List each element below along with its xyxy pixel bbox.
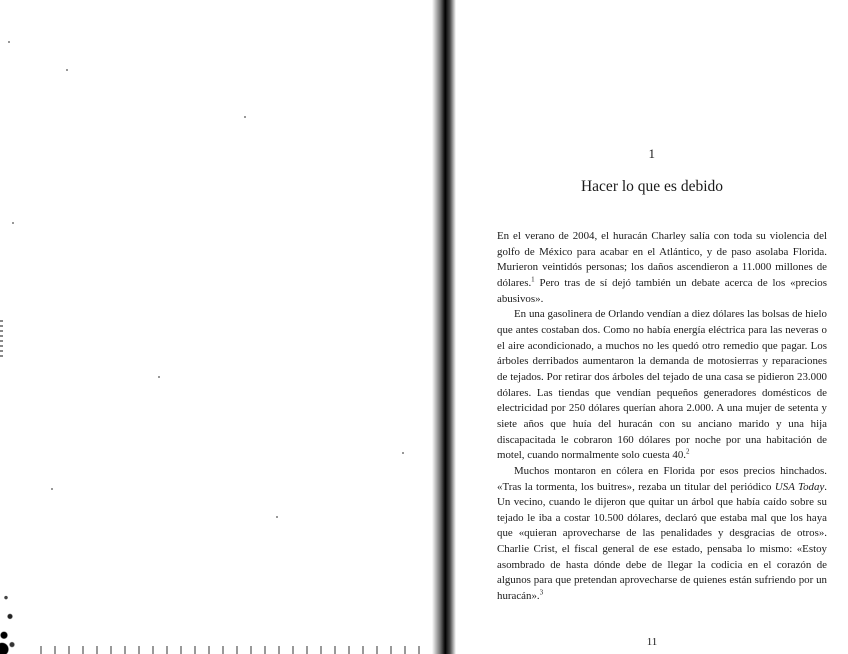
footnote-ref: 1 <box>531 275 535 284</box>
footnote-ref: 2 <box>686 447 690 456</box>
scan-speck <box>276 516 278 518</box>
page-edge-marks <box>0 320 3 360</box>
scan-speck <box>8 41 10 43</box>
paragraph-text: . Un vecino, cuando le dijeron que quitar un árbol que había caído sobre su tejado le iba a costar 10.500 dólares, declaró que estaba mal que los haya que «quieran aprovecharse de las penalidades y desgracias de otros». Charlie Crist, el fiscal general de ese estado, pensaba lo mismo: «Estoy asombrado de hasta dónde debe de llegar la codicia en el corazón de algunos para que pretendan aprovecharse de quienes están sufriendo por un huracán». <box>497 480 828 603</box>
paragraph-text: En una gasolinera de Orlando vendían a diez dólares las bolsas de hielo que antes costaban dos. Como no había energía eléctrica para las neveras o el aire acondicionado, a muchos no les quedó otro remedio que pagar. Los árboles derribados aumentaron la demanda de motosierras y reparaciones de tejados. Por retirar dos árboles del tejado de una casa se pidieron 23.000 dólares. Las tiendas que vendían pequeños generadores domésticos de electricidad por 250 dólares querían ahora 2.000. A una mujer de setenta y siete años que huía del huracán con su anciano marido y una hija discapacitada le cobraron 160 dólares por noche por una habitación de motel, cuando normalmente solo cuesta 40. <box>497 308 827 462</box>
book-gutter-shadow <box>432 0 456 654</box>
page-number: 11 <box>646 636 658 648</box>
paragraph-1 <box>497 229 827 307</box>
chapter-number: 1 <box>648 146 656 161</box>
scan-speck <box>158 376 160 378</box>
footnote-ref: 3 <box>539 588 544 597</box>
scan-speck <box>402 452 404 454</box>
scan-speck <box>244 116 246 118</box>
scan-speck <box>12 222 14 224</box>
scan-speck <box>66 69 68 71</box>
scan-corner-noise <box>0 560 40 654</box>
paragraph-3 <box>497 464 827 605</box>
scan-speck <box>51 488 53 490</box>
paragraph-text: Muchos montaron en cólera en Florida por esos precios hinchados. «Tras la tormenta, los buitres», rezaba un titular del periódico <box>497 464 827 493</box>
chapter-body <box>497 229 827 605</box>
scan-bottom-noise <box>40 646 430 654</box>
paragraph-text: En el verano de 2004, el huracán Charley salía con toda su violencia del golfo de México para acabar en el Atlántico, y de paso asolaba Florida. Murieron veintidós personas; los daños ascendieron a 11.000 millones de dólares. <box>497 230 827 289</box>
newspaper-title: USA Today <box>774 480 825 493</box>
paragraph-2 <box>497 307 827 464</box>
paragraph-text: Pero tras de sí dejó también un debate acerca de los «precios abusivos». <box>497 276 827 305</box>
chapter-title: Hacer lo que es debido <box>580 178 724 195</box>
